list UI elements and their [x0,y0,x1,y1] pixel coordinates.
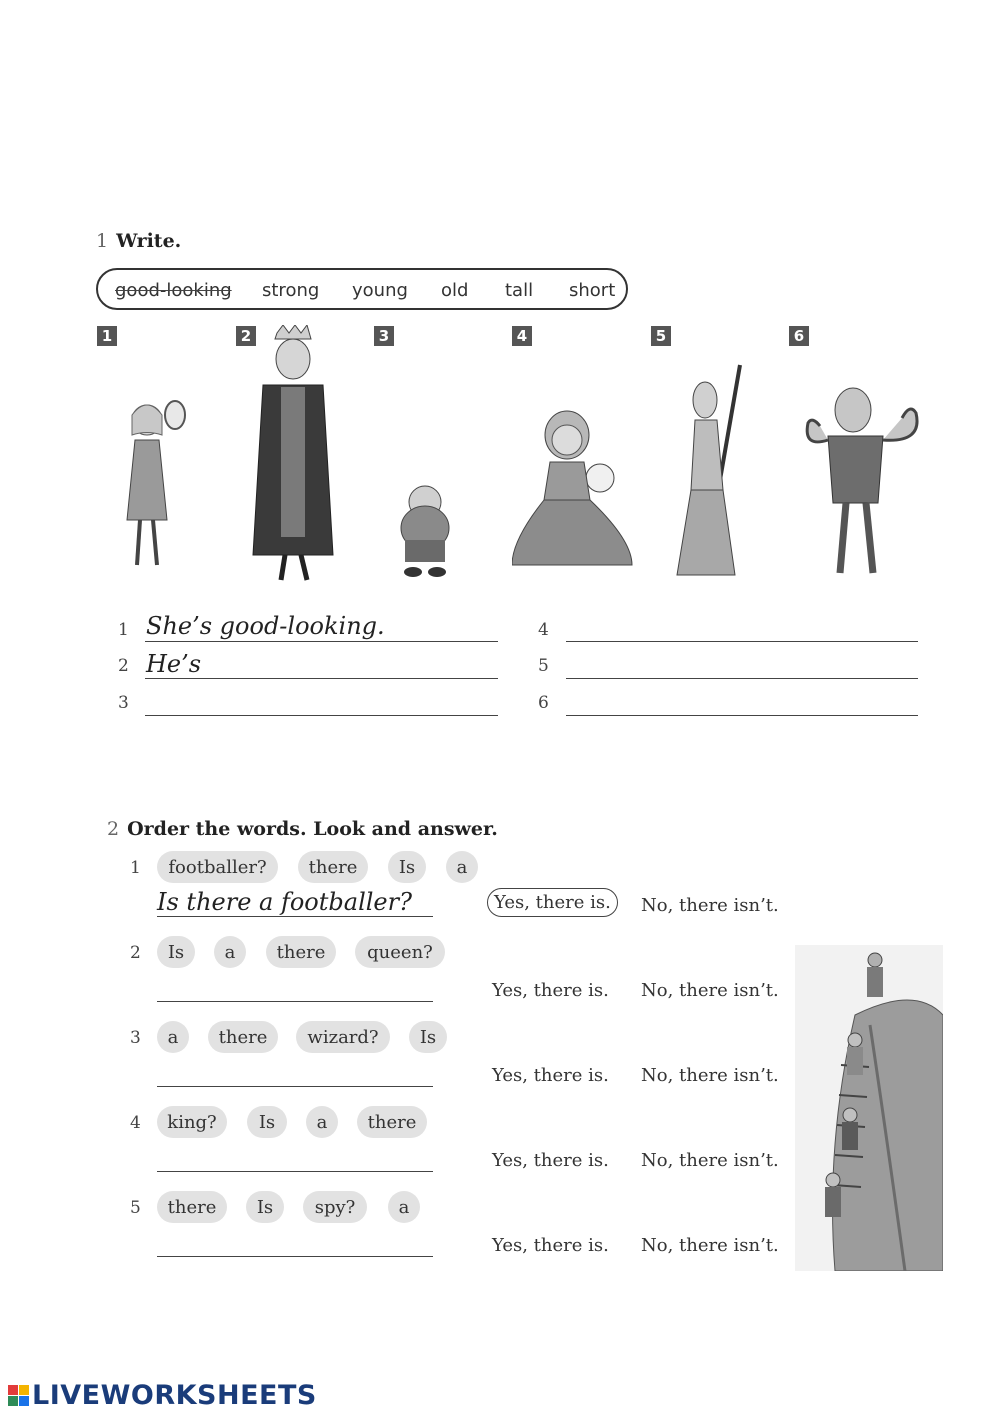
item-number-3: 3 [130,1028,141,1048]
answer-line-4[interactable] [566,641,918,642]
exercise-number: 1 [96,230,109,252]
exercise-title: Write. [116,230,182,252]
line-number-4: 4 [538,620,549,640]
word-pill[interactable]: Is [409,1021,447,1053]
line-number-6: 6 [538,693,549,713]
word-pill[interactable]: a [388,1191,420,1223]
logo-mark-icon [8,1385,29,1406]
word-pill[interactable]: wizard? [296,1021,390,1053]
line-number-3: 3 [118,693,129,713]
liveworksheets-logo [8,1380,317,1411]
sentence-line-3[interactable] [157,1086,433,1087]
strong-man-illustration [798,378,928,583]
word-bank [96,268,628,310]
sentence-line-2[interactable] [157,1001,433,1002]
circled-choice: Yes, there is. [487,888,618,917]
item-number-5: 5 [130,1198,141,1218]
exercise-2-heading [107,818,498,840]
dwarf-illustration [385,480,465,580]
no-answer-4[interactable]: No, there isn’t. [641,1150,779,1171]
word-pill[interactable]: there [298,851,368,883]
word-pill[interactable]: king? [157,1106,227,1138]
sentence-line-1[interactable] [157,916,433,917]
answer-line-1[interactable] [145,641,498,642]
answer-line-6[interactable] [566,715,918,716]
word-strong: strong [262,280,320,301]
word-pill[interactable]: a [446,851,478,883]
yes-answer-3[interactable]: Yes, there is. [492,1065,609,1086]
word-pill[interactable]: queen? [355,936,445,968]
picture-number-6: 6 [789,326,809,346]
line-number-5: 5 [538,656,549,676]
item-number-4: 4 [130,1113,141,1133]
word-pill[interactable]: there [266,936,336,968]
no-answer-2[interactable]: No, there isn’t. [641,980,779,1001]
word-pill[interactable]: Is [247,1106,287,1138]
sentence-line-5[interactable] [157,1256,433,1257]
answer-text-2: He’s [146,650,202,678]
yes-answer-5[interactable]: Yes, there is. [492,1235,609,1256]
picture-number-3: 3 [374,326,394,346]
answer-line-3[interactable] [145,715,498,716]
answer-line-5[interactable] [566,678,918,679]
yes-answer-1[interactable] [487,892,618,913]
word-pill[interactable]: Is [157,936,195,968]
word-short: short [569,280,616,301]
exercise-title: Order the words. Look and answer. [127,818,498,840]
word-old: old [441,280,469,301]
girl-with-mirror-illustration [115,390,195,580]
exercise-number: 2 [107,818,120,840]
sentence-answer-1: Is there a footballer? [157,888,412,916]
word-pill[interactable]: spy? [303,1191,367,1223]
word-pill[interactable]: footballer? [157,851,278,883]
word-pill[interactable]: Is [246,1191,284,1223]
picture-number-4: 4 [512,326,532,346]
no-answer-5[interactable]: No, there isn’t. [641,1235,779,1256]
king-illustration [245,325,340,585]
word-pill[interactable]: there [157,1191,227,1223]
line-number-2: 2 [118,656,129,676]
item-number-2: 2 [130,943,141,963]
word-pill[interactable]: a [214,936,246,968]
picture-number-5: 5 [651,326,671,346]
yes-answer-2[interactable]: Yes, there is. [492,980,609,1001]
queen-illustration [512,400,642,580]
picture-number-1: 1 [97,326,117,346]
word-young: young [352,280,408,301]
no-answer-3[interactable]: No, there isn’t. [641,1065,779,1086]
word-pill[interactable]: Is [388,851,426,883]
word-pill[interactable]: there [357,1106,427,1138]
exercise-1-heading [96,230,181,252]
item-number-1: 1 [130,858,141,878]
wizard-illustration [665,360,760,585]
word-tall: tall [505,280,534,301]
word-pill[interactable]: a [157,1021,189,1053]
answer-line-2[interactable] [145,678,498,679]
line-number-1: 1 [118,620,129,640]
no-answer-1[interactable]: No, there isn’t. [641,895,779,916]
yes-answer-4[interactable]: Yes, there is. [492,1150,609,1171]
picture-number-2: 2 [236,326,256,346]
brand-name: LIVEWORKSHEETS [32,1380,317,1411]
tower-climbers-illustration [795,945,943,1271]
sentence-line-4[interactable] [157,1171,433,1172]
word-pill[interactable]: a [306,1106,338,1138]
word-good-looking: good-looking [115,280,232,301]
answer-text-1: She’s good-looking. [146,612,385,640]
word-pill[interactable]: there [208,1021,278,1053]
